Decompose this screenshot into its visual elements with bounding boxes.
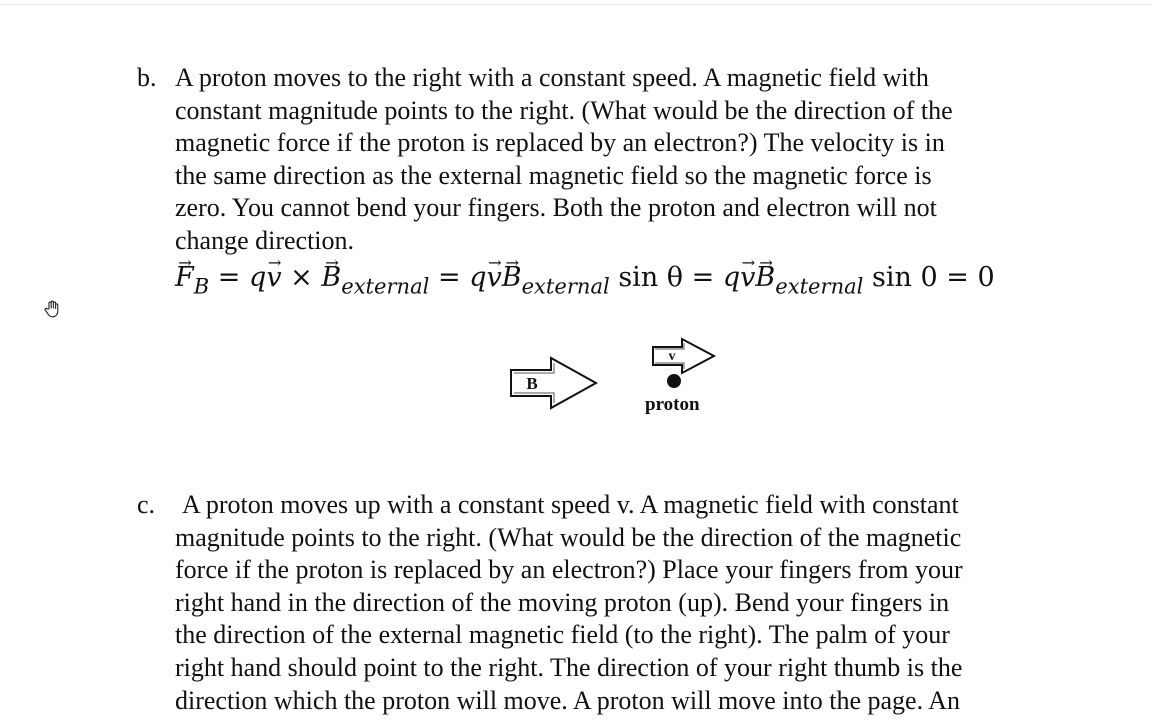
eq-external-sub: external xyxy=(341,273,430,299)
part-c-line: the direction of the external magnetic field (to the right). The palm of your xyxy=(175,620,950,650)
part-c-line: force if the proton is replaced by an electron?) Place your fingers from your xyxy=(175,555,963,585)
eq-charge: q xyxy=(249,262,267,293)
eq-equals: = xyxy=(691,262,715,293)
eq-field: B → xyxy=(755,262,775,293)
part-b-line: A proton moves to the right with a constant speed. A magnetic field with xyxy=(175,63,929,92)
proton-label: proton xyxy=(645,394,700,415)
part-b-line: zero. You cannot bend your fingers. Both the proton and electron will not xyxy=(175,193,937,223)
magnetic-field-arrow-icon xyxy=(508,356,600,410)
eq-field: B → xyxy=(321,262,341,293)
proton-dot xyxy=(667,374,681,388)
eq-force-sub: B xyxy=(193,273,210,299)
part-c-line: right hand should point to the right. The direction of your right thumb is the xyxy=(175,652,963,682)
eq-velocity: v → xyxy=(740,262,755,293)
eq-external-sub: external xyxy=(775,273,864,299)
hand-cursor-icon xyxy=(44,300,60,318)
part-c-line: magnitude points to the right. (What would be the direction of the magnetic xyxy=(175,522,962,552)
v-arrow-label: v xyxy=(668,349,676,364)
question-part-c xyxy=(137,489,1097,717)
eq-equals: = xyxy=(437,262,461,293)
eq-sin-zero: sin 0 xyxy=(872,262,938,293)
part-b-line: constant magnitude points to the right. (What would be the direction of the xyxy=(175,95,953,125)
eq-external-sub: external xyxy=(521,273,610,299)
eq-charge: q xyxy=(722,262,741,293)
magnetic-force-equation xyxy=(175,262,995,298)
eq-equals: = xyxy=(217,262,241,293)
part-c-line: direction which the proton will move. A proton will move into the page. An xyxy=(175,685,960,715)
question-part-b xyxy=(137,62,1097,258)
eq-charge: q xyxy=(469,262,487,293)
eq-cross: × xyxy=(290,262,313,293)
eq-sin-theta: sin θ xyxy=(618,262,684,293)
part-b-marker: b. xyxy=(137,63,157,92)
part-c-line: A proton moves up with a constant speed v. A magnetic field with constant xyxy=(182,490,959,519)
eq-velocity: v → xyxy=(266,262,281,293)
eq-field: B → xyxy=(502,262,522,293)
part-b-line: magnetic force if the proton is replaced by an electron?) The velocity is in xyxy=(175,128,945,158)
velocity-arrow-icon xyxy=(650,337,718,375)
eq-result: = 0 xyxy=(946,262,995,293)
part-c-line: right hand in the direction of the moving proton (up). Bend your fingers in xyxy=(175,587,950,617)
eq-force-symbol: F → xyxy=(175,262,194,293)
part-b-line: change direction. xyxy=(175,225,355,255)
top-divider xyxy=(0,4,1152,5)
part-b-line: the same direction as the external magnetic field so the magnetic force is xyxy=(175,160,932,190)
b-arrow-label: B xyxy=(526,374,538,393)
eq-velocity: v → xyxy=(486,262,501,293)
part-c-marker: c. xyxy=(137,490,156,519)
